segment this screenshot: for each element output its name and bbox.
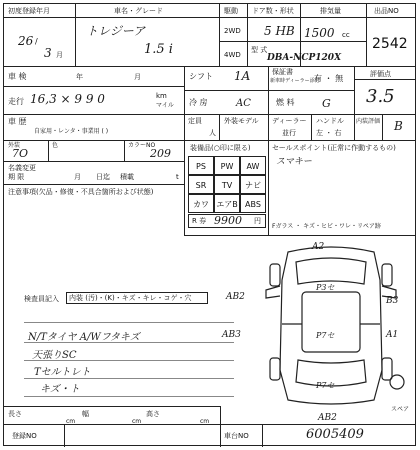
equipment-item: カワ — [188, 194, 214, 213]
model-divider — [247, 41, 366, 42]
grade: 1.5 i — [144, 42, 173, 57]
inspector-note: 天張りSC — [32, 350, 77, 361]
cooler-value: AC — [236, 98, 251, 109]
history-options: 自家用・レンタ・事業用 ( ) — [34, 128, 109, 135]
selling-label: セールスポイント(正常に作動するもの) — [272, 144, 396, 152]
mileage-unit-km: km — [156, 92, 167, 100]
col-divider — [366, 4, 367, 66]
width-label: 幅 — [82, 410, 89, 418]
auction-sheet — [3, 3, 416, 446]
equipment-item: PW — [214, 156, 240, 175]
displacement-value: 1500 — [304, 26, 335, 40]
dealer-value: 並行 — [282, 129, 296, 137]
drive-2wd: 2WD — [224, 27, 241, 35]
equipment-item: SR — [188, 175, 214, 194]
col-divider — [124, 140, 125, 161]
col-divider — [268, 140, 269, 235]
reg-year: 26 — [18, 34, 34, 48]
car-name: トレジーア — [86, 24, 146, 38]
score-label: 評価点 — [370, 70, 391, 78]
row-divider — [4, 140, 415, 141]
col-divider — [48, 140, 49, 161]
dealer-label: ディーラー — [272, 117, 307, 125]
notes-label: 注意事項(欠品・修復・不具合箇所および状態) — [8, 188, 154, 196]
damage-label: B3 — [386, 296, 399, 306]
col-divider — [184, 114, 185, 140]
inspector-note: N/Tタイヤ A/Wフタキズ — [28, 332, 140, 343]
model-value: DBA-NCP120X — [267, 53, 342, 63]
fuel-value: G — [322, 97, 331, 110]
deadline-day-label: 日迄 — [96, 173, 110, 181]
interior-value: B — [394, 119, 403, 133]
height-unit: cm — [200, 418, 210, 425]
mileage-value: 16,3 × 9 9 0 — [30, 92, 105, 106]
name-change-label: 名義変更 — [8, 164, 36, 172]
recycle-value: 9900 — [214, 214, 242, 227]
col-divider — [311, 114, 312, 140]
mileage-unit-mile: マイル — [156, 102, 174, 109]
length-unit: cm — [66, 418, 76, 425]
reg-year-unit: / — [35, 37, 38, 46]
cc-unit: cc — [342, 31, 350, 39]
equipment-item: PS — [188, 156, 214, 175]
damage-label: AB2 — [318, 413, 337, 423]
col-divider — [354, 66, 355, 114]
row-divider — [184, 90, 354, 91]
outer-label: 外装 — [8, 142, 21, 149]
color-label: 色 — [52, 142, 59, 149]
note-line — [24, 322, 234, 323]
door-value: 5 HB — [264, 24, 295, 38]
score-divider — [354, 79, 415, 80]
row-divider — [4, 161, 184, 162]
inspector-note: Tセルトレト — [34, 367, 91, 378]
col-divider — [268, 114, 269, 140]
outer-color-value: 7O — [12, 147, 29, 160]
load-unit: t — [176, 173, 179, 181]
shaken-month-label: 月 — [134, 73, 141, 81]
recycle-unit: 円 — [254, 217, 261, 225]
col-divider — [64, 424, 65, 447]
col-divider — [247, 4, 248, 66]
warranty-label: 保証書 — [272, 68, 293, 76]
capacity-label: 定員 — [188, 117, 202, 125]
outer-model-label: 外装モデル — [224, 117, 259, 125]
capacity-unit: 人 — [209, 129, 216, 137]
cooler-label: 冷 房 — [189, 98, 208, 107]
chassis-label: 車台NO — [224, 432, 249, 440]
col-divider — [75, 4, 76, 66]
glass-label: Fガラス ・ キズ・ヒビ・ワレ・リペア跡 — [272, 223, 381, 230]
fuel-label: 燃 料 — [276, 98, 295, 107]
row-divider — [4, 184, 184, 185]
col-divider — [219, 4, 220, 66]
handle-label: ハンドル — [316, 117, 344, 125]
length-label: 長さ — [8, 410, 22, 418]
selling-text: スマキー — [276, 157, 312, 167]
equipment-item: エアB — [214, 194, 240, 213]
interior-label: 内装評価 — [356, 118, 381, 125]
drive-label: 駆動 — [224, 7, 238, 15]
col-divider — [184, 140, 185, 235]
color-no-label: カラーNO — [128, 142, 156, 149]
deadline-label: 期 限 — [8, 173, 25, 181]
col-divider — [382, 114, 383, 140]
car-name-label: 車名・グレード — [114, 7, 163, 15]
warranty-sub: 新車時ディーラー添付 — [270, 78, 320, 84]
lot-label: 出品NO — [374, 7, 399, 15]
damage-label: AB3 — [222, 330, 241, 340]
damage-label: P3セ — [316, 283, 335, 292]
equipment-item: TV — [214, 175, 240, 194]
drive-divider — [219, 41, 247, 42]
deadline-month-label: 月 — [74, 173, 81, 181]
model-label: 型 式 — [251, 46, 268, 54]
shaken-year-label: 年 — [76, 73, 83, 81]
col-divider — [219, 114, 220, 140]
damage-label: A2 — [312, 242, 325, 252]
row-divider — [4, 406, 220, 407]
lot-number: 2542 — [372, 36, 408, 52]
header-divider — [4, 17, 415, 18]
color-no-value: 209 — [150, 147, 171, 160]
reg-month-unit: 月 — [56, 51, 63, 59]
equipment-grid — [188, 156, 266, 213]
row-divider — [4, 86, 184, 87]
first-reg-label: 初度登録年月 — [8, 7, 50, 15]
col-divider — [262, 424, 263, 447]
equipment-item: ナビ — [240, 175, 266, 194]
spare-label: スペア — [391, 406, 410, 413]
inspector-note: キズ・ト — [40, 384, 80, 395]
note-line — [24, 396, 234, 397]
drive-4wd: 4WD — [224, 51, 241, 59]
recycle-label: R 券 — [192, 217, 207, 225]
width-unit: cm — [132, 418, 142, 425]
col-divider — [354, 114, 355, 140]
equipment-item: AW — [240, 156, 266, 175]
damage-label: AB2 — [226, 292, 245, 302]
row-divider — [184, 235, 415, 236]
damage-label: P7セ — [316, 381, 335, 390]
damage-label: P7セ — [316, 331, 335, 340]
reg-month: 3 — [44, 46, 52, 60]
shift-value: 1A — [234, 69, 251, 83]
shaken-label: 車 検 — [8, 72, 27, 81]
equipment-title: 装備品(○印に限る) — [190, 144, 251, 152]
damage-label: A1 — [386, 330, 399, 340]
door-label: ドア数・形状 — [252, 7, 294, 15]
handle-value: 左 ・ 右 — [316, 129, 342, 137]
mileage-label: 走行 — [8, 97, 24, 106]
warranty-value: 有 ・ 無 — [314, 74, 344, 83]
spare-tire-icon — [390, 375, 404, 389]
equipment-item: ABS — [240, 194, 266, 213]
displacement-label: 排気量 — [320, 7, 341, 15]
col-divider — [220, 406, 221, 447]
inspector-title: 検査員記入 — [24, 295, 59, 303]
shift-label: シフト — [189, 72, 213, 81]
load-label: 積載 — [120, 173, 134, 181]
inspector-options: 内装 (汚)・(K)・キズ・キレ・コゲ・穴 — [69, 294, 192, 302]
reg-no-label: 登録NO — [12, 432, 37, 440]
note-line — [24, 378, 234, 379]
history-label: 車 歴 — [8, 117, 27, 126]
height-label: 高さ — [146, 410, 160, 418]
score-value: 3.5 — [366, 86, 395, 107]
chassis-value: 6005409 — [306, 427, 364, 442]
